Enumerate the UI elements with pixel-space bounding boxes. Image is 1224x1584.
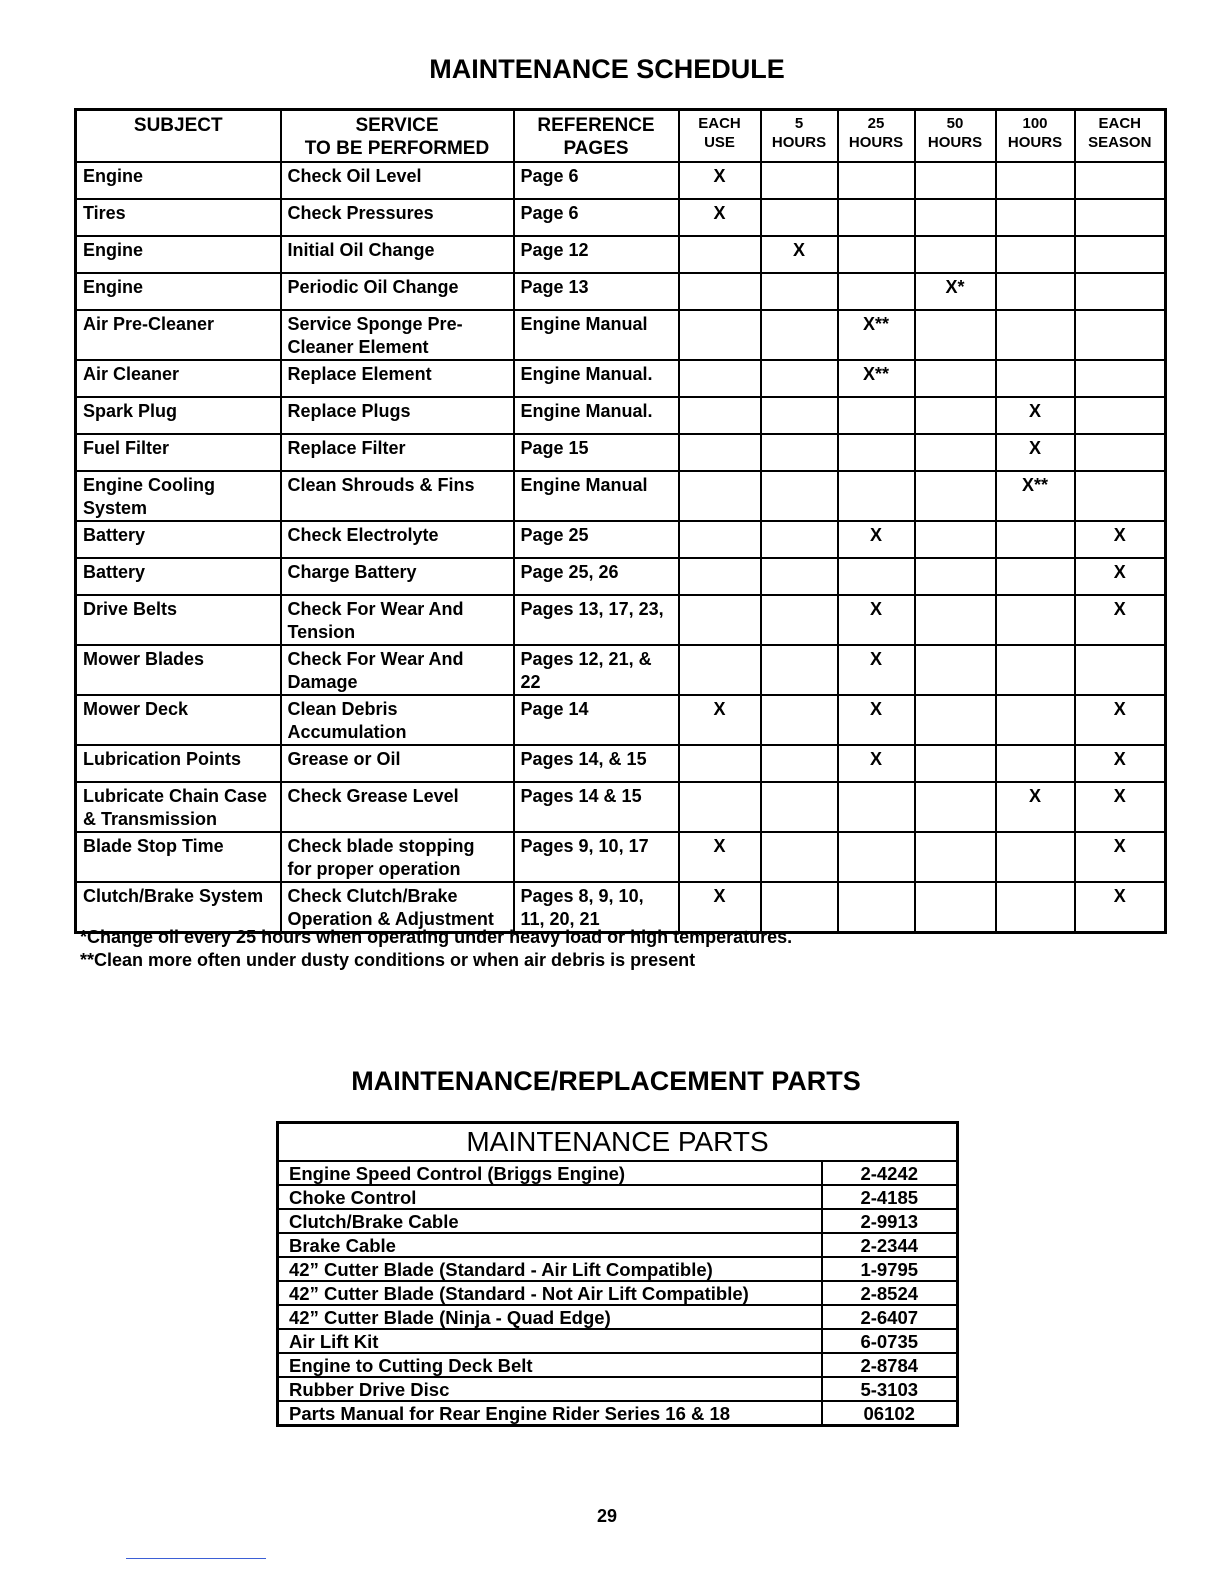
- cell-service: Replace Element: [281, 360, 514, 397]
- table-row: [76, 471, 1166, 521]
- cell-reference: Engine Manual: [514, 310, 679, 360]
- header-service: SERVICE TO BE PERFORMED: [281, 110, 514, 162]
- cell-each-use: [679, 558, 761, 595]
- part-name: Engine Speed Control (Briggs Engine): [278, 1161, 822, 1185]
- cell-subject: Air Pre-Cleaner: [76, 310, 281, 360]
- cell-h50: [915, 595, 996, 645]
- cell-h50: [915, 645, 996, 695]
- table-row: [76, 558, 1166, 595]
- cell-h5: [761, 832, 838, 882]
- cell-reference: Page 6: [514, 199, 679, 236]
- cell-service: Check Pressures: [281, 199, 514, 236]
- cell-reference: Page 25: [514, 521, 679, 558]
- cell-each-use: [679, 273, 761, 310]
- cell-reference: Pages 14 & 15: [514, 782, 679, 832]
- table-row: [76, 162, 1166, 199]
- cell-h25: [838, 199, 915, 236]
- cell-service: Check For Wear And Tension: [281, 595, 514, 645]
- table-row: [76, 199, 1166, 236]
- cell-h5: [761, 645, 838, 695]
- cell-each-use: [679, 310, 761, 360]
- cell-each-use: X: [679, 199, 761, 236]
- header-subject: SUBJECT: [76, 110, 281, 162]
- table-row: [278, 1377, 958, 1401]
- cell-service: Check Oil Level: [281, 162, 514, 199]
- cell-season: [1075, 360, 1166, 397]
- cell-reference: Page 14: [514, 695, 679, 745]
- cell-h50: [915, 471, 996, 521]
- table-row: [76, 595, 1166, 645]
- cell-service: Clean Shrouds & Fins: [281, 471, 514, 521]
- cell-h25: [838, 882, 915, 933]
- cell-h100: [996, 199, 1075, 236]
- table-row: [278, 1233, 958, 1257]
- table-row: [278, 1161, 958, 1185]
- cell-h25: X**: [838, 310, 915, 360]
- cell-h5: [761, 360, 838, 397]
- cell-each-use: [679, 236, 761, 273]
- cell-h50: [915, 434, 996, 471]
- cell-h50: X*: [915, 273, 996, 310]
- cell-h100: [996, 882, 1075, 933]
- cell-each-use: X: [679, 832, 761, 882]
- header-reference: REFERENCE PAGES: [514, 110, 679, 162]
- cell-h5: [761, 782, 838, 832]
- link-underline: [126, 1558, 266, 1559]
- cell-season: X: [1075, 832, 1166, 882]
- cell-h5: [761, 434, 838, 471]
- cell-season: [1075, 199, 1166, 236]
- cell-h50: [915, 745, 996, 782]
- cell-season: [1075, 471, 1166, 521]
- cell-h25: [838, 832, 915, 882]
- cell-season: X: [1075, 782, 1166, 832]
- cell-reference: Page 12: [514, 236, 679, 273]
- cell-season: [1075, 310, 1166, 360]
- header-each-season: EACH SEASON: [1075, 110, 1166, 162]
- cell-service: Service Sponge Pre- Cleaner Element: [281, 310, 514, 360]
- part-number: 2-8524: [822, 1281, 958, 1305]
- cell-each-use: X: [679, 882, 761, 933]
- cell-each-use: [679, 595, 761, 645]
- cell-h25: [838, 162, 915, 199]
- cell-h25: X: [838, 745, 915, 782]
- cell-service: Charge Battery: [281, 558, 514, 595]
- cell-subject: Tires: [76, 199, 281, 236]
- cell-service: Clean Debris Accumulation: [281, 695, 514, 745]
- table-row: [76, 360, 1166, 397]
- cell-h25: X: [838, 521, 915, 558]
- cell-reference: Pages 12, 21, & 22: [514, 645, 679, 695]
- cell-h25: [838, 397, 915, 434]
- cell-h5: [761, 199, 838, 236]
- cell-season: X: [1075, 882, 1166, 933]
- cell-h25: [838, 471, 915, 521]
- cell-h100: X: [996, 434, 1075, 471]
- table-row: [76, 236, 1166, 273]
- cell-h5: [761, 273, 838, 310]
- part-name: 42” Cutter Blade (Ninja - Quad Edge): [278, 1305, 822, 1329]
- cell-season: X: [1075, 558, 1166, 595]
- cell-service: Replace Plugs: [281, 397, 514, 434]
- cell-h100: X: [996, 782, 1075, 832]
- header-25-hours: 25 HOURS: [838, 110, 915, 162]
- part-number: 2-9913: [822, 1209, 958, 1233]
- page-number: 29: [596, 1506, 618, 1526]
- cell-each-use: X: [679, 695, 761, 745]
- cell-h50: [915, 558, 996, 595]
- cell-h25: [838, 782, 915, 832]
- cell-h25: [838, 273, 915, 310]
- cell-subject: Mower Blades: [76, 645, 281, 695]
- cell-h50: [915, 397, 996, 434]
- cell-h25: X**: [838, 360, 915, 397]
- cell-h50: [915, 162, 996, 199]
- cell-reference: Page 25, 26: [514, 558, 679, 595]
- cell-each-use: [679, 782, 761, 832]
- cell-subject: Engine: [76, 236, 281, 273]
- cell-each-use: [679, 521, 761, 558]
- cell-season: [1075, 162, 1166, 199]
- table-row: [76, 832, 1166, 882]
- table-row: [76, 434, 1166, 471]
- cell-h5: [761, 558, 838, 595]
- cell-each-use: [679, 397, 761, 434]
- parts-table-header: MAINTENANCE PARTS: [278, 1123, 958, 1162]
- cell-h100: [996, 273, 1075, 310]
- part-name: Air Lift Kit: [278, 1329, 822, 1353]
- cell-reference: Engine Manual.: [514, 397, 679, 434]
- cell-season: X: [1075, 595, 1166, 645]
- part-number: 2-8784: [822, 1353, 958, 1377]
- part-name: 42” Cutter Blade (Standard - Air Lift Compatible): [278, 1257, 822, 1281]
- cell-h25: X: [838, 695, 915, 745]
- cell-h5: [761, 745, 838, 782]
- cell-h50: [915, 310, 996, 360]
- cell-h50: [915, 521, 996, 558]
- part-number: 2-2344: [822, 1233, 958, 1257]
- cell-h100: [996, 745, 1075, 782]
- header-50-hours: 50 HOURS: [915, 110, 996, 162]
- cell-subject: Engine: [76, 162, 281, 199]
- part-number: 06102: [822, 1401, 958, 1426]
- part-number: 2-4185: [822, 1185, 958, 1209]
- cell-h25: [838, 236, 915, 273]
- cell-subject: Lubricate Chain Case & Transmission: [76, 782, 281, 832]
- cell-h50: [915, 695, 996, 745]
- cell-service: Check blade stopping for proper operation: [281, 832, 514, 882]
- cell-each-use: [679, 471, 761, 521]
- cell-h100: [996, 360, 1075, 397]
- table-row: [278, 1353, 958, 1377]
- table-row: [76, 695, 1166, 745]
- table-row: [278, 1329, 958, 1353]
- footnote-dust: **Clean more often under dusty conditions or when air debris is present: [80, 950, 696, 970]
- cell-subject: Engine Cooling System: [76, 471, 281, 521]
- maintenance-schedule-table: [74, 108, 1167, 934]
- part-number: 1-9795: [822, 1257, 958, 1281]
- cell-h50: [915, 782, 996, 832]
- cell-each-use: [679, 745, 761, 782]
- cell-season: [1075, 434, 1166, 471]
- part-number: 6-0735: [822, 1329, 958, 1353]
- cell-each-use: [679, 434, 761, 471]
- part-number: 2-4242: [822, 1161, 958, 1185]
- part-name: Brake Cable: [278, 1233, 822, 1257]
- cell-subject: Battery: [76, 521, 281, 558]
- table-row: [278, 1185, 958, 1209]
- cell-subject: Drive Belts: [76, 595, 281, 645]
- cell-h100: [996, 595, 1075, 645]
- table-row: [76, 745, 1166, 782]
- table-row: [76, 521, 1166, 558]
- cell-h5: [761, 595, 838, 645]
- table-row: [76, 882, 1166, 933]
- cell-h100: X: [996, 397, 1075, 434]
- table-row: [76, 782, 1166, 832]
- cell-subject: Fuel Filter: [76, 434, 281, 471]
- part-number: 2-6407: [822, 1305, 958, 1329]
- table-row: [76, 397, 1166, 434]
- table-row: [278, 1257, 958, 1281]
- cell-h5: [761, 471, 838, 521]
- cell-reference: Engine Manual: [514, 471, 679, 521]
- cell-reference: Engine Manual.: [514, 360, 679, 397]
- part-name: Parts Manual for Rear Engine Rider Series 16 & 18: [278, 1401, 822, 1426]
- cell-reference: Pages 14, & 15: [514, 745, 679, 782]
- cell-h50: [915, 236, 996, 273]
- maintenance-parts-table: [276, 1121, 959, 1427]
- cell-h5: [761, 310, 838, 360]
- cell-service: Periodic Oil Change: [281, 273, 514, 310]
- part-name: Rubber Drive Disc: [278, 1377, 822, 1401]
- table-row: [76, 310, 1166, 360]
- cell-h25: [838, 558, 915, 595]
- cell-h5: [761, 162, 838, 199]
- cell-service: Grease or Oil: [281, 745, 514, 782]
- cell-h5: [761, 521, 838, 558]
- cell-reference: Pages 8, 9, 10, 11, 20, 21: [514, 882, 679, 933]
- cell-h100: [996, 310, 1075, 360]
- cell-season: [1075, 645, 1166, 695]
- cell-subject: Engine: [76, 273, 281, 310]
- cell-each-use: [679, 360, 761, 397]
- cell-h100: [996, 645, 1075, 695]
- cell-h100: [996, 162, 1075, 199]
- cell-reference: Page 15: [514, 434, 679, 471]
- cell-reference: Page 13: [514, 273, 679, 310]
- cell-h5: X: [761, 236, 838, 273]
- cell-h25: [838, 434, 915, 471]
- header-100-hours: 100 HOURS: [996, 110, 1075, 162]
- cell-season: X: [1075, 745, 1166, 782]
- cell-h50: [915, 360, 996, 397]
- cell-h5: [761, 695, 838, 745]
- cell-service: Check Electrolyte: [281, 521, 514, 558]
- cell-season: X: [1075, 521, 1166, 558]
- cell-service: Check Grease Level: [281, 782, 514, 832]
- cell-each-use: [679, 645, 761, 695]
- cell-h100: [996, 236, 1075, 273]
- part-name: Clutch/Brake Cable: [278, 1209, 822, 1233]
- header-each-use: EACH USE: [679, 110, 761, 162]
- cell-subject: Mower Deck: [76, 695, 281, 745]
- table-row: [278, 1401, 958, 1426]
- cell-subject: Battery: [76, 558, 281, 595]
- table-row: [278, 1305, 958, 1329]
- cell-service: Replace Filter: [281, 434, 514, 471]
- cell-h25: X: [838, 595, 915, 645]
- cell-service: Check For Wear And Damage: [281, 645, 514, 695]
- cell-h5: [761, 882, 838, 933]
- cell-season: [1075, 273, 1166, 310]
- part-name: 42” Cutter Blade (Standard - Not Air Lift Compatible): [278, 1281, 822, 1305]
- header-5-hours: 5 HOURS: [761, 110, 838, 162]
- cell-each-use: X: [679, 162, 761, 199]
- cell-h50: [915, 832, 996, 882]
- cell-h100: [996, 521, 1075, 558]
- cell-season: [1075, 236, 1166, 273]
- cell-service: Check Clutch/Brake Operation & Adjustment: [281, 882, 514, 933]
- cell-subject: Clutch/Brake System: [76, 882, 281, 933]
- cell-h100: X**: [996, 471, 1075, 521]
- cell-reference: Pages 9, 10, 17: [514, 832, 679, 882]
- cell-h50: [915, 199, 996, 236]
- part-number: 5-3103: [822, 1377, 958, 1401]
- parts-title: MAINTENANCE/REPLACEMENT PARTS: [351, 1066, 861, 1096]
- table-row: [76, 273, 1166, 310]
- table-row: [278, 1281, 958, 1305]
- part-name: Engine to Cutting Deck Belt: [278, 1353, 822, 1377]
- cell-reference: Page 6: [514, 162, 679, 199]
- cell-season: [1075, 397, 1166, 434]
- cell-h100: [996, 832, 1075, 882]
- part-name: Choke Control: [278, 1185, 822, 1209]
- cell-subject: Air Cleaner: [76, 360, 281, 397]
- cell-subject: Lubrication Points: [76, 745, 281, 782]
- cell-season: X: [1075, 695, 1166, 745]
- schedule-title: MAINTENANCE SCHEDULE: [429, 54, 785, 84]
- table-row: [278, 1209, 958, 1233]
- cell-h5: [761, 397, 838, 434]
- cell-service: Initial Oil Change: [281, 236, 514, 273]
- cell-subject: Spark Plug: [76, 397, 281, 434]
- footnote-oil: *Change oil every 25 hours when operating under heavy load or high temperatures.: [80, 927, 793, 947]
- cell-subject: Blade Stop Time: [76, 832, 281, 882]
- cell-h50: [915, 882, 996, 933]
- cell-reference: Pages 13, 17, 23,: [514, 595, 679, 645]
- cell-h100: [996, 558, 1075, 595]
- table-row: [76, 645, 1166, 695]
- cell-h25: X: [838, 645, 915, 695]
- schedule-header-row: [76, 110, 1166, 162]
- cell-h100: [996, 695, 1075, 745]
